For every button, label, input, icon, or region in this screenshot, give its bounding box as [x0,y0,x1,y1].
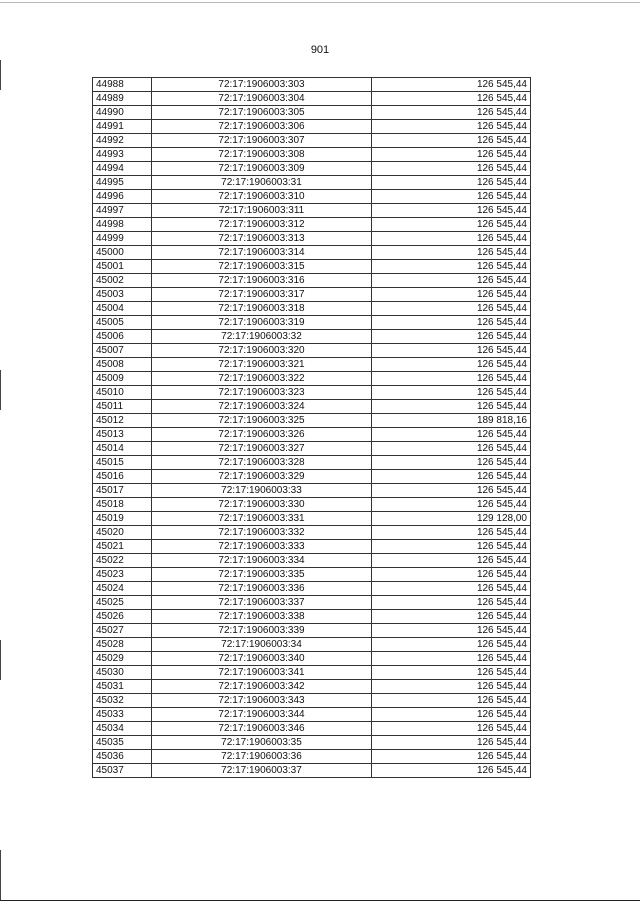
table-row [93,106,531,120]
cadastral-value-cell: 189 818,16 [372,414,531,428]
cadastral-number-cell: 72:17:1906003:320 [152,344,372,358]
cadastral-value-cell: 126 545,44 [372,484,531,498]
cadastral-number-cell: 72:17:1906003:316 [152,274,372,288]
cadastral-number-cell: 72:17:1906003:336 [152,582,372,596]
cadastral-value-cell: 126 545,44 [372,498,531,512]
table-row [93,554,531,568]
cadastral-number-cell: 72:17:1906003:34 [152,638,372,652]
cadastral-number-cell: 72:17:1906003:328 [152,456,372,470]
table-row [93,638,531,652]
cadastral-number-cell: 72:17:1906003:333 [152,540,372,554]
row-number-cell: 45017 [93,484,152,498]
row-number-cell: 45002 [93,274,152,288]
cadastral-value-cell: 126 545,44 [372,204,531,218]
row-number-cell: 45026 [93,610,152,624]
cadastral-number-cell: 72:17:1906003:36 [152,750,372,764]
table-row [93,176,531,190]
table-row [93,358,531,372]
cadastral-value-cell: 126 545,44 [372,596,531,610]
row-number-cell: 44997 [93,204,152,218]
row-number-cell: 44993 [93,148,152,162]
row-number-cell: 44996 [93,190,152,204]
cadastral-number-cell: 72:17:1906003:343 [152,694,372,708]
table-row [93,764,531,778]
row-number-cell: 45034 [93,722,152,736]
cadastral-number-cell: 72:17:1906003:311 [152,204,372,218]
cadastral-number-cell: 72:17:1906003:340 [152,652,372,666]
table-row [93,526,531,540]
row-number-cell: 45016 [93,470,152,484]
cadastral-value-cell: 126 545,44 [372,232,531,246]
cadastral-number-cell: 72:17:1906003:321 [152,358,372,372]
left-margin-mark [0,370,1,410]
row-number-cell: 45023 [93,568,152,582]
row-number-cell: 45032 [93,694,152,708]
table-row [93,750,531,764]
row-number-cell: 45027 [93,624,152,638]
cadastral-value-cell: 126 545,44 [372,344,531,358]
cadastral-value-cell: 126 545,44 [372,428,531,442]
cadastral-value-cell: 126 545,44 [372,316,531,330]
row-number-cell: 45009 [93,372,152,386]
table-row [93,162,531,176]
cadastral-value-cell: 126 545,44 [372,288,531,302]
row-number-cell: 45037 [93,764,152,778]
row-number-cell: 45019 [93,512,152,526]
cadastral-value-cell: 126 545,44 [372,624,531,638]
table-row [93,722,531,736]
cadastral-number-cell: 72:17:1906003:334 [152,554,372,568]
cadastral-value-cell: 126 545,44 [372,652,531,666]
bottom-rule [0,900,640,901]
cadastral-value-table [92,77,531,778]
row-number-cell: 45005 [93,316,152,330]
table-row [93,246,531,260]
cadastral-value-cell: 126 545,44 [372,456,531,470]
cadastral-value-cell: 126 545,44 [372,274,531,288]
cadastral-value-cell: 126 545,44 [372,218,531,232]
cadastral-value-cell: 126 545,44 [372,302,531,316]
cadastral-number-cell: 72:17:1906003:305 [152,106,372,120]
row-number-cell: 45018 [93,498,152,512]
table-row [93,400,531,414]
cadastral-value-cell: 129 128,00 [372,512,531,526]
cadastral-value-cell: 126 545,44 [372,190,531,204]
cadastral-value-cell: 126 545,44 [372,610,531,624]
cadastral-value-cell: 126 545,44 [372,134,531,148]
table-row [93,302,531,316]
table-row [93,190,531,204]
table-row [93,134,531,148]
row-number-cell: 45014 [93,442,152,456]
cadastral-number-cell: 72:17:1906003:307 [152,134,372,148]
cadastral-number-cell: 72:17:1906003:346 [152,722,372,736]
table-row [93,680,531,694]
table-row [93,120,531,134]
row-number-cell: 45029 [93,652,152,666]
cadastral-value-cell: 126 545,44 [372,764,531,778]
row-number-cell: 44998 [93,218,152,232]
table-row [93,596,531,610]
row-number-cell: 45013 [93,428,152,442]
cadastral-number-cell: 72:17:1906003:325 [152,414,372,428]
table-row [93,484,531,498]
table-row [93,204,531,218]
cadastral-number-cell: 72:17:1906003:335 [152,568,372,582]
table-row [93,694,531,708]
cadastral-number-cell: 72:17:1906003:326 [152,428,372,442]
cadastral-number-cell: 72:17:1906003:313 [152,232,372,246]
cadastral-value-cell: 126 545,44 [372,106,531,120]
cadastral-value-cell: 126 545,44 [372,540,531,554]
cadastral-number-cell: 72:17:1906003:303 [152,78,372,92]
table-row [93,274,531,288]
cadastral-number-cell: 72:17:1906003:318 [152,302,372,316]
table-row [93,442,531,456]
row-number-cell: 45030 [93,666,152,680]
cadastral-value-cell: 126 545,44 [372,162,531,176]
cadastral-number-cell: 72:17:1906003:37 [152,764,372,778]
cadastral-number-cell: 72:17:1906003:309 [152,162,372,176]
cadastral-value-cell: 126 545,44 [372,260,531,274]
table-row [93,498,531,512]
table-row [93,708,531,722]
table-row [93,610,531,624]
left-margin-mark [0,60,1,90]
row-number-cell: 45025 [93,596,152,610]
table-row [93,512,531,526]
cadastral-value-cell: 126 545,44 [372,120,531,134]
cadastral-value-cell: 126 545,44 [372,666,531,680]
table-row [93,330,531,344]
cadastral-number-cell: 72:17:1906003:32 [152,330,372,344]
table-row [93,414,531,428]
cadastral-value-cell: 126 545,44 [372,442,531,456]
row-number-cell: 44988 [93,78,152,92]
row-number-cell: 45020 [93,526,152,540]
row-number-cell: 44994 [93,162,152,176]
row-number-cell: 44995 [93,176,152,190]
row-number-cell: 45021 [93,540,152,554]
row-number-cell: 45022 [93,554,152,568]
row-number-cell: 45006 [93,330,152,344]
cadastral-number-cell: 72:17:1906003:33 [152,484,372,498]
row-number-cell: 45011 [93,400,152,414]
row-number-cell: 45015 [93,456,152,470]
table-row [93,218,531,232]
cadastral-number-cell: 72:17:1906003:324 [152,400,372,414]
table-row [93,666,531,680]
cadastral-value-cell: 126 545,44 [372,722,531,736]
cadastral-value-cell: 126 545,44 [372,176,531,190]
cadastral-number-cell: 72:17:1906003:330 [152,498,372,512]
table-row [93,470,531,484]
row-number-cell: 45010 [93,386,152,400]
cadastral-value-cell: 126 545,44 [372,358,531,372]
row-number-cell: 45004 [93,302,152,316]
row-number-cell: 44990 [93,106,152,120]
row-number-cell: 45008 [93,358,152,372]
cadastral-number-cell: 72:17:1906003:310 [152,190,372,204]
row-number-cell: 45036 [93,750,152,764]
row-number-cell: 44999 [93,232,152,246]
row-number-cell: 45031 [93,680,152,694]
cadastral-number-cell: 72:17:1906003:319 [152,316,372,330]
cadastral-value-cell: 126 545,44 [372,372,531,386]
cadastral-value-cell: 126 545,44 [372,694,531,708]
table-row [93,540,531,554]
left-margin-mark [0,640,1,680]
row-number-cell: 45024 [93,582,152,596]
cadastral-value-cell: 126 545,44 [372,554,531,568]
table-row [93,78,531,92]
cadastral-value-cell: 126 545,44 [372,638,531,652]
cadastral-number-cell: 72:17:1906003:308 [152,148,372,162]
cadastral-value-cell: 126 545,44 [372,708,531,722]
table-row [93,568,531,582]
cadastral-number-cell: 72:17:1906003:338 [152,610,372,624]
cadastral-number-cell: 72:17:1906003:31 [152,176,372,190]
cadastral-value-cell: 126 545,44 [372,78,531,92]
table-row [93,652,531,666]
cadastral-number-cell: 72:17:1906003:304 [152,92,372,106]
row-number-cell: 44992 [93,134,152,148]
table-row [93,456,531,470]
cadastral-value-cell: 126 545,44 [372,750,531,764]
row-number-cell: 45000 [93,246,152,260]
table-row [93,736,531,750]
cadastral-value-cell: 126 545,44 [372,148,531,162]
table-row [93,624,531,638]
cadastral-number-cell: 72:17:1906003:312 [152,218,372,232]
row-number-cell: 45028 [93,638,152,652]
table-row [93,428,531,442]
table-row [93,260,531,274]
cadastral-number-cell: 72:17:1906003:331 [152,512,372,526]
row-number-cell: 45003 [93,288,152,302]
row-number-cell: 44991 [93,120,152,134]
row-number-cell: 45012 [93,414,152,428]
top-rule [0,2,640,3]
cadastral-number-cell: 72:17:1906003:35 [152,736,372,750]
cadastral-number-cell: 72:17:1906003:317 [152,288,372,302]
cadastral-value-cell: 126 545,44 [372,330,531,344]
cadastral-value-cell: 126 545,44 [372,680,531,694]
cadastral-value-cell: 126 545,44 [372,568,531,582]
table-row [93,316,531,330]
cadastral-number-cell: 72:17:1906003:344 [152,708,372,722]
cadastral-number-cell: 72:17:1906003:314 [152,246,372,260]
row-number-cell: 44989 [93,92,152,106]
cadastral-value-cell: 126 545,44 [372,92,531,106]
cadastral-value-cell: 126 545,44 [372,736,531,750]
table-row [93,386,531,400]
row-number-cell: 45035 [93,736,152,750]
cadastral-number-cell: 72:17:1906003:327 [152,442,372,456]
cadastral-value-cell: 126 545,44 [372,470,531,484]
table-body [93,78,531,778]
table-row [93,582,531,596]
table-row [93,92,531,106]
table-row [93,148,531,162]
cadastral-value-cell: 126 545,44 [372,526,531,540]
page-number: 901 [310,44,330,56]
cadastral-value-cell: 126 545,44 [372,400,531,414]
left-margin-mark [0,850,1,900]
cadastral-number-cell: 72:17:1906003:337 [152,596,372,610]
row-number-cell: 45001 [93,260,152,274]
cadastral-value-cell: 126 545,44 [372,582,531,596]
table-row [93,232,531,246]
row-number-cell: 45033 [93,708,152,722]
cadastral-number-cell: 72:17:1906003:306 [152,120,372,134]
table-row [93,344,531,358]
cadastral-value-cell: 126 545,44 [372,246,531,260]
cadastral-number-cell: 72:17:1906003:341 [152,666,372,680]
cadastral-number-cell: 72:17:1906003:339 [152,624,372,638]
cadastral-number-cell: 72:17:1906003:342 [152,680,372,694]
cadastral-number-cell: 72:17:1906003:329 [152,470,372,484]
cadastral-number-cell: 72:17:1906003:323 [152,386,372,400]
cadastral-number-cell: 72:17:1906003:315 [152,260,372,274]
cadastral-value-cell: 126 545,44 [372,386,531,400]
row-number-cell: 45007 [93,344,152,358]
cadastral-number-cell: 72:17:1906003:322 [152,372,372,386]
table-row [93,372,531,386]
table-row [93,288,531,302]
cadastral-number-cell: 72:17:1906003:332 [152,526,372,540]
